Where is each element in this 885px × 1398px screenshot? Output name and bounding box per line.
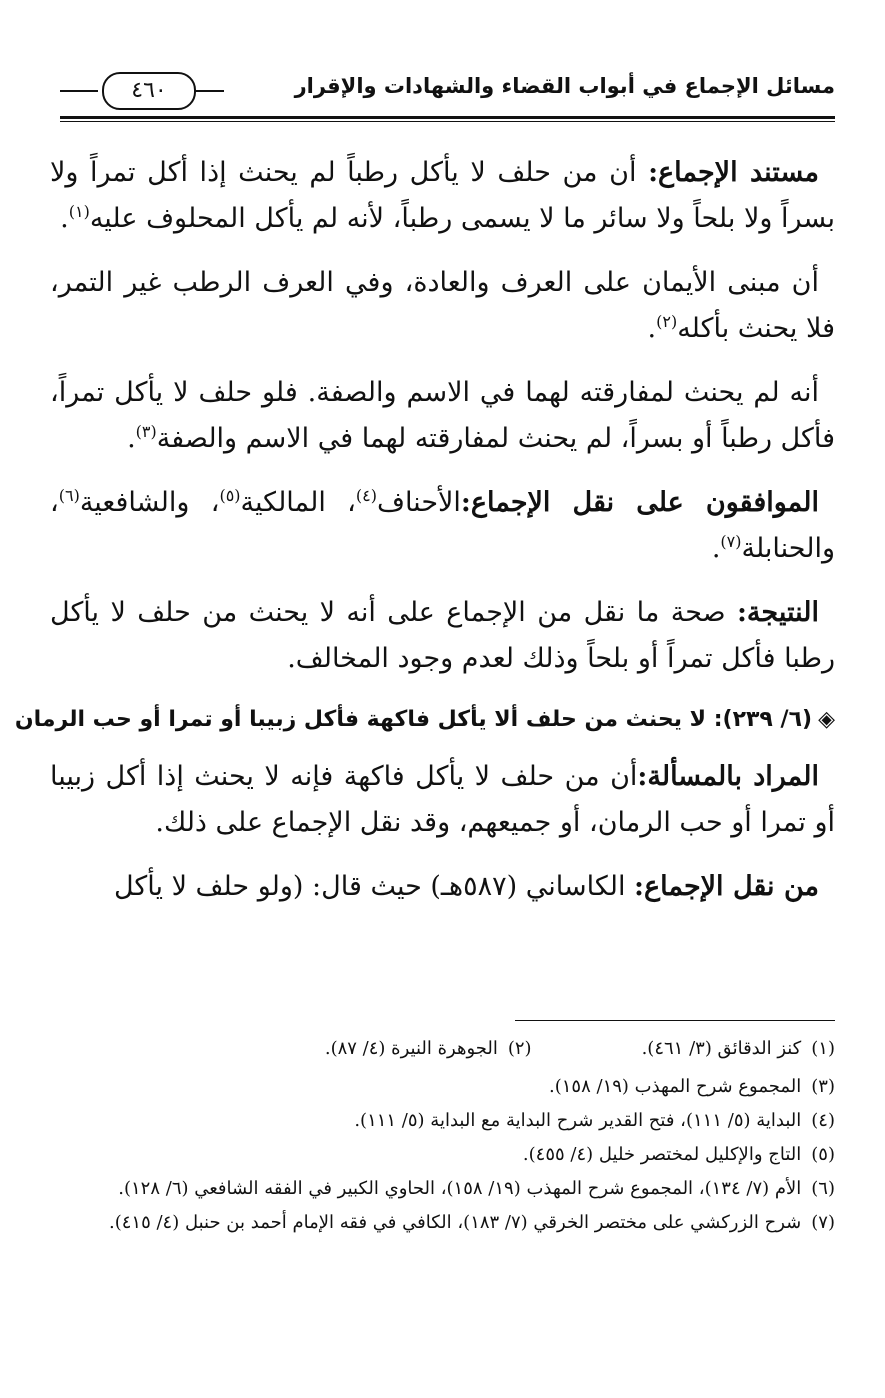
school-shafii: ، والشافعية xyxy=(79,487,220,518)
footnote-ref-2[interactable]: (٢) xyxy=(656,312,678,331)
heading-meaning: المراد بالمسألة: xyxy=(637,761,820,792)
footnote-number: (٢) xyxy=(507,1038,532,1059)
running-header xyxy=(60,70,835,114)
paragraph-transmitters xyxy=(50,864,835,910)
footnote-ref-1[interactable]: (١) xyxy=(68,202,90,221)
footnote-row-1-2 xyxy=(45,1034,835,1068)
footnote-text: الجوهرة النيرة (٤/ ٨٧). xyxy=(324,1038,498,1059)
school-hanbali: ، والحنابلة xyxy=(50,487,835,564)
footnote-text: المجموع شرح المهذب (١٩/ ١٥٨). xyxy=(549,1076,802,1097)
footnote-text: التاج والإكليل لمختصر خليل (٤/ ٤٥٥). xyxy=(522,1144,802,1165)
text-agreeing-end: . xyxy=(711,533,721,564)
footnote-4 xyxy=(45,1106,835,1136)
footnote-5 xyxy=(45,1140,835,1170)
footnote-text: كنز الدقائق (٣/ ٤٦١). xyxy=(641,1038,802,1059)
paragraph-agreeing-schools xyxy=(50,480,835,572)
footnote-ref-3[interactable]: (٣) xyxy=(135,422,157,441)
running-title: مسائل الإجماع في أبواب القضاء والشهادات والإقرار xyxy=(294,74,835,98)
footnote-number: (٤) xyxy=(811,1110,835,1131)
footnote-ref-4[interactable]: (٤) xyxy=(355,486,377,505)
text-evidence-end: . xyxy=(60,203,69,234)
ornament-rule-left xyxy=(60,90,98,92)
footnote-6 xyxy=(45,1174,835,1204)
footnote-text: شرح الزركشي على مختصر الخرقي (٧/ ١٨٣)، الكافي في فقه الإمام أحمد بن حنبل (٤/ ٤١٥). xyxy=(108,1212,802,1233)
heading-agreeing: الموافقون على نقل الإجماع: xyxy=(460,487,820,518)
footnote-2 xyxy=(325,1034,532,1064)
footnote-number: (٣) xyxy=(811,1076,835,1097)
footnote-number: (٥) xyxy=(811,1144,835,1165)
text-evidence: أن من حلف لا يأكل رطباً لم يحنث إذا أكل تمراً ولا بسراً ولا بلحاً ولا سائر ما لا يسمى رطباً، لأنه لم يأكل المحلوف عليه xyxy=(50,157,835,234)
header-rule-thin xyxy=(60,121,835,122)
main-text xyxy=(14,150,835,928)
heading-result: النتيجة: xyxy=(736,597,819,628)
paragraph-name-difference xyxy=(50,370,835,462)
footnote-ref-6[interactable]: (٦) xyxy=(58,486,80,505)
ornament-rule-right xyxy=(196,90,224,92)
issue-heading xyxy=(14,700,835,740)
paragraph-evidence xyxy=(50,150,835,242)
text-custom: أن مبنى الأيمان على العرف والعادة، وفي العرف الرطب غير التمر، فلا يحنث بأكله xyxy=(50,267,835,344)
heading-evidence: مستند الإجماع: xyxy=(648,157,819,188)
school-hanafi: الأحناف xyxy=(376,487,461,518)
heading-transmitters: من نقل الإجماع: xyxy=(634,871,819,902)
footnote-number: (٧) xyxy=(811,1212,835,1233)
footnote-number: (٦) xyxy=(811,1178,835,1199)
footnote-ref-5[interactable]: (٥) xyxy=(219,486,241,505)
issue-title: (٦/ ٢٣٩): لا يحنث من حلف ألا يأكل فاكهة فأكل زبيبا أو تمرا أو حب الرمان xyxy=(14,707,813,732)
paragraph-custom xyxy=(50,260,835,352)
text-result: صحة ما نقل من الإجماع على أنه لا يحنث من حلف لا يأكل رطبا فأكل تمراً أو بلحاً وذلك لعدم وجود المخالف. xyxy=(50,597,835,674)
paragraph-meaning xyxy=(50,754,835,846)
footnote-separator xyxy=(515,1020,835,1021)
footnote-3 xyxy=(45,1072,835,1102)
header-rule-thick xyxy=(60,116,835,119)
paragraph-result xyxy=(50,590,835,682)
footnote-number: (١) xyxy=(811,1038,835,1059)
footnote-7 xyxy=(45,1208,835,1238)
footnote-1 xyxy=(642,1034,835,1064)
footnote-ref-7[interactable]: (٧) xyxy=(720,532,742,551)
diamond-bullet-icon: ◈ xyxy=(818,707,835,732)
footnote-text: البداية (٥/ ١١١)، فتح القدير شرح البداية مع البداية (٥/ ١١١). xyxy=(354,1110,802,1131)
text-transmitters: الكاساني (٥٨٧هـ) حيث قال: (ولو حلف لا يأكل xyxy=(113,871,635,902)
school-maliki: ، المالكية xyxy=(240,487,356,518)
text-custom-end: . xyxy=(647,313,657,344)
footnotes xyxy=(45,1034,835,1242)
page-number: ٤٦٠ xyxy=(102,72,196,110)
text-name-difference: أنه لم يحنث لمفارقته لهما في الاسم والصفة. فلو حلف لا يأكل تمراً، فأكل رطباً أو بسراً، لم يحنث لمفارقته لهما في الاسم والصفة xyxy=(50,377,835,454)
footnote-text: الأم (٧/ ١٣٤)، المجموع شرح المهذب (١٩/ ١٥٨)، الحاوي الكبير في الفقه الشافعي (٦/ ١٢٨). xyxy=(118,1178,802,1199)
text-name-difference-end: . xyxy=(127,423,136,454)
text-meaning: أن من حلف لا يأكل فاكهة فإنه لا يحنث إذا أكل زبيبا أو تمرا أو حب الرمان، أو جميعهم، وقد نقل الإجماع على ذلك. xyxy=(50,761,835,838)
